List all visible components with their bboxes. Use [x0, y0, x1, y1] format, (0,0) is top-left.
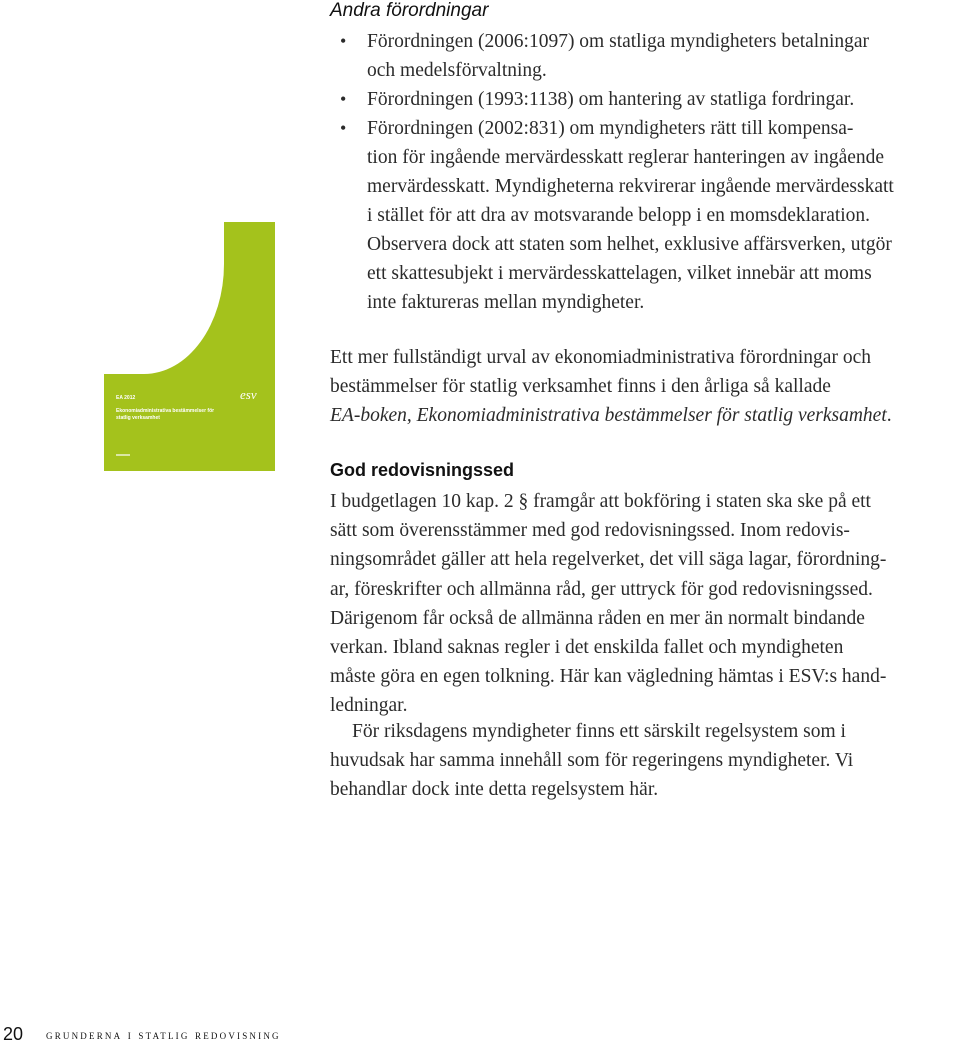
list-item-line: ett skattesubjekt i mervärdesskattelagen, vilket innebär att moms [367, 263, 872, 284]
paragraph-line: Ett mer fullständigt urval av ekonomiadministrativa förordningar och [330, 347, 871, 368]
list-item-line: och medelsförvaltning. [367, 60, 547, 81]
list-item-line: i stället för att dra av motsvarande belopp i en momsdeklaration. [367, 205, 871, 226]
paragraph-line: sätt som överensstämmer med god redovisningssed. Inom redovis- [330, 520, 850, 542]
body-paragraph [330, 487, 960, 721]
bullet-icon: • [340, 118, 347, 138]
ea-book-cover-image [104, 222, 275, 471]
list-item-line: Förordningen (2006:1097) om statliga myndigheters betalningar [367, 31, 870, 52]
paragraph-line: ar, föreskrifter och allmänna råd, ger uttryck för god redovisningssed. [330, 578, 873, 600]
page-number: 20 [3, 1024, 24, 1044]
cover-year: EA 2012 [116, 395, 136, 401]
list-item-line: inte faktureras mellan myndigheter. [367, 292, 645, 313]
list-item-line: Observera dock att staten som helhet, exklusive affärsverken, utgör [367, 234, 892, 255]
list-item-line: Förordningen (1993:1138) om hantering av statliga fordringar. [367, 89, 855, 110]
paragraph-line: I budgetlagen 10 kap. 2 § framgår att bokföring i staten ska ske på ett [330, 491, 871, 512]
list-item [338, 85, 960, 114]
list-item-line: tion för ingående mervärdesskatt reglerar hanteringen av ingående [367, 147, 885, 168]
list-item-line: Förordningen (2002:831) om myndigheters rätt till kompensa- [367, 118, 854, 139]
list-item [338, 27, 960, 85]
cover-white-shape [104, 222, 224, 374]
bullet-icon: • [340, 89, 347, 109]
cover-decoration [116, 454, 130, 456]
list-item-line: mervärdesskatt. Myndigheterna rekvirerar ingående mervärdesskatt [367, 176, 894, 197]
paragraph-line: ningsområdet gäller att hela regelverket, det vill säga lagar, förordning- [330, 549, 887, 571]
paragraph-line: måste göra en egen tolkning. Här kan vägledning hämtas i ESV:s hand- [330, 666, 887, 688]
list-item [338, 114, 960, 317]
paragraph-line: behandlar dock inte detta regelsystem här. [330, 779, 659, 801]
esv-logo: esv [240, 387, 257, 402]
bullet-icon: • [340, 31, 347, 51]
book-title-italic: EA-boken, Ekonomiadministrativa bestämmelser för statlig verksamhet [330, 405, 887, 426]
paragraph-line: verkan. Ibland saknas regler i det enskilda fallet och myndigheten [330, 637, 844, 659]
intro-paragraph [330, 343, 960, 430]
paragraph-line: ledningar. [330, 695, 408, 717]
paragraph-line [330, 401, 960, 430]
paragraph-line: bestämmelser för statlig verksamhet finns i den årliga så kallade [330, 376, 831, 397]
section-heading: Andra förordningar [330, 0, 489, 21]
subheading-god-redovisningssed: God redovisningssed [330, 460, 515, 480]
regulation-list [338, 27, 960, 317]
paragraph-line: huvudsak har samma innehåll som för regeringens myndigheter. Vi [330, 750, 854, 772]
paragraph-line: För riksdagens myndigheter finns ett särskilt regelsystem som i [352, 721, 846, 742]
cover-title: Ekonomiadministrativa bestämmelser för statlig verksamhet [116, 408, 215, 421]
body-paragraph [330, 717, 960, 805]
paragraph-line: Därigenom får också de allmänna råden en mer än normalt bindande [330, 607, 865, 629]
running-title: grunderna i statlig redovisning [46, 1027, 281, 1042]
period: . [886, 405, 892, 426]
